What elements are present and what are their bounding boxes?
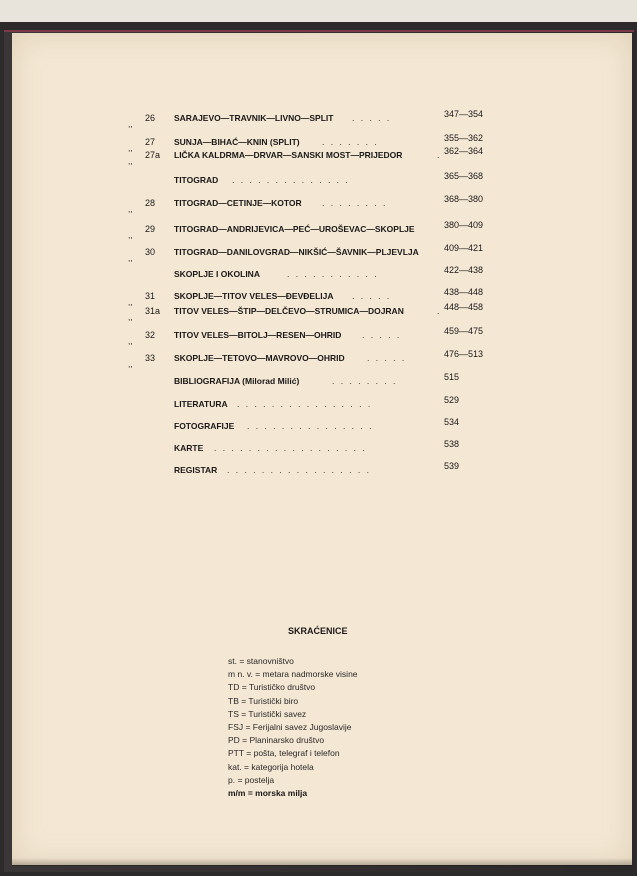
- toc-ditto-mark: ,,: [128, 230, 133, 240]
- toc-route-number: 31: [145, 291, 156, 301]
- abbreviation-item: m/m = morska milja: [228, 788, 308, 798]
- toc-entry: [12, 349, 632, 371]
- book-page: [12, 33, 632, 865]
- toc-leader-dots: . . . . .: [352, 113, 392, 123]
- toc-page-range: 534: [444, 417, 460, 427]
- toc-entry-title: TITOV VELES—BITOLJ—RESEN—OHRID: [174, 330, 342, 340]
- toc-entry-title: LIČKA KALDRMA—DRVAR—SANSKI MOST—PRIJEDOR: [174, 150, 403, 160]
- toc-entry: [12, 265, 632, 287]
- toc-entry: [12, 439, 632, 461]
- toc-route-number: 31a: [145, 306, 161, 316]
- toc-entry-title: TITOGRAD—ANDRIJEVICA—PEĆ—UROŠEVAC—SKOPLJE: [174, 224, 415, 234]
- toc-page-range: 422—438: [444, 265, 484, 275]
- toc-page-range: 515: [444, 372, 460, 382]
- toc-route-number: 30: [145, 247, 156, 257]
- toc-route-number: 29: [145, 224, 156, 234]
- toc-page-range: 365—368: [444, 171, 484, 181]
- toc-ditto-mark: ,,: [128, 156, 133, 166]
- toc-entry-title: LITERATURA: [174, 399, 228, 409]
- toc-entry: [12, 194, 632, 216]
- toc-page-range: 409—421: [444, 243, 484, 253]
- toc-leader-dots: . . . . . . . .: [322, 198, 388, 208]
- toc-route-number: 32: [145, 330, 156, 340]
- toc-page-range: 476—513: [444, 349, 484, 359]
- toc-ditto-mark: ,,: [128, 204, 133, 214]
- toc-entry-title: KARTE: [174, 443, 204, 453]
- toc-entry: [12, 220, 632, 242]
- toc-leader-dots: . . . . . . . . . . .: [287, 269, 379, 279]
- toc-route-number: 27a: [145, 150, 161, 160]
- toc-entry-title: TITOGRAD—CETINJE—KOTOR: [174, 198, 302, 208]
- toc-leader-dots: . . . . . . . . . . . . . . .: [247, 421, 374, 431]
- toc-page-range: 459—475: [444, 326, 484, 336]
- abbreviations-heading: SKRAĆENICE: [288, 626, 348, 636]
- toc-entry-title: TITOV VELES—ŠTIP—DELČEVO—STRUMICA—DOJRAN: [174, 306, 404, 316]
- abbreviation-item: PTT = pošta, telegraf i telefon: [228, 748, 340, 759]
- toc-ditto-mark: ,,: [128, 297, 133, 307]
- toc-leader-dots: .: [437, 306, 442, 316]
- toc-entry: [12, 146, 632, 168]
- toc-leader-dots: . . . . . . . .: [332, 376, 398, 386]
- toc-entry-title: TITOGRAD: [174, 175, 219, 185]
- toc-page-range: 380—409: [444, 220, 484, 230]
- toc-entry-title: SUNJA—BIHAĆ—KNIN (SPLIT): [174, 137, 300, 147]
- toc-page-range: 538: [444, 439, 460, 449]
- abbreviation-item: TD = Turističko društvo: [228, 682, 316, 693]
- toc-entry-title: SKOPLJE—TITOV VELES—ĐEVĐELIJA: [174, 291, 334, 301]
- toc-leader-dots: . . . . . . . . . . . . . .: [232, 175, 350, 185]
- toc-entry: [12, 243, 632, 265]
- toc-ditto-mark: ,,: [128, 119, 133, 129]
- toc-entry: [12, 395, 632, 417]
- toc-entry-title: SKOPLJE I OKOLINA: [174, 269, 260, 279]
- toc-ditto-mark: ,,: [128, 143, 133, 153]
- toc-page-range: 362—364: [444, 146, 484, 156]
- toc-leader-dots: . . . . .: [367, 353, 407, 363]
- toc-ditto-mark: ,,: [128, 359, 133, 369]
- toc-entry: [12, 326, 632, 348]
- abbreviation-item: st. = stanovništvo: [228, 656, 294, 666]
- toc-page-range: 529: [444, 395, 460, 405]
- toc-page-range: 539: [444, 461, 460, 471]
- toc-leader-dots: . . . . . . . . . . . . . . . . . .: [214, 443, 367, 453]
- toc-leader-dots: . . . . . . .: [322, 137, 379, 147]
- toc-page-range: 448—458: [444, 302, 484, 312]
- toc-entry: [12, 372, 632, 394]
- toc-entry: [12, 109, 632, 131]
- abbreviation-item: TS = Turistički savez: [228, 708, 307, 719]
- toc-entry-title: SARAJEVO—TRAVNIK—LIVNO—SPLIT: [174, 113, 334, 123]
- toc-entry: [12, 302, 632, 324]
- abbreviation-item: kat. = kategorija hotela: [228, 761, 314, 772]
- abbreviation-item: p. = postelja: [228, 774, 275, 785]
- toc-route-number: 28: [145, 198, 156, 208]
- toc-ditto-mark: ,,: [128, 336, 133, 346]
- toc-route-number: 27: [145, 137, 156, 147]
- toc-entry-title: BIBLIOGRAFIJA (Milorad Milić): [174, 376, 300, 386]
- toc-entry-title: REGISTAR: [174, 465, 218, 475]
- toc-leader-dots: . . . . .: [352, 291, 392, 301]
- abbreviation-item: FSJ = Ferijalni savez Jugoslavije: [228, 722, 352, 732]
- toc-page-range: 355—362: [444, 133, 484, 143]
- toc-route-number: 33: [145, 353, 156, 363]
- toc-entry-title: FOTOGRAFIJE: [174, 421, 235, 431]
- toc-entry: [12, 461, 632, 483]
- toc-route-number: 26: [145, 113, 156, 123]
- toc-ditto-mark: ,,: [128, 253, 133, 263]
- toc-page-range: 347—354: [444, 109, 484, 119]
- toc-page-range: 438—448: [444, 287, 484, 297]
- abbreviation-item: m n. v. = metara nadmorske visine: [228, 669, 358, 680]
- toc-entry-title: TITOGRAD—DANILOVGRAD—NIKŠIĆ—ŠAVNIK—PLJEVLJA: [174, 247, 419, 257]
- table-of-contents: [12, 33, 632, 533]
- toc-leader-dots: . . . . . . . . . . . . . . . . .: [227, 465, 371, 475]
- toc-entry: [12, 417, 632, 439]
- toc-leader-dots: . . . . . . . . . . . . . . . .: [237, 399, 373, 409]
- toc-entry-title: SKOPLJE—TETOVO—MAVROVO—OHRID: [174, 353, 345, 363]
- toc-entry: [12, 171, 632, 193]
- toc-page-range: 368—380: [444, 194, 484, 204]
- abbreviation-item: TB = Turistički biro: [228, 695, 299, 706]
- page-bottom-shadow: [12, 858, 632, 866]
- toc-leader-dots: . . . . .: [362, 330, 402, 340]
- toc-ditto-mark: ,,: [128, 312, 133, 322]
- toc-leader-dots: .: [437, 150, 442, 160]
- abbreviation-item: PD = Planinarsko društvo: [228, 735, 325, 746]
